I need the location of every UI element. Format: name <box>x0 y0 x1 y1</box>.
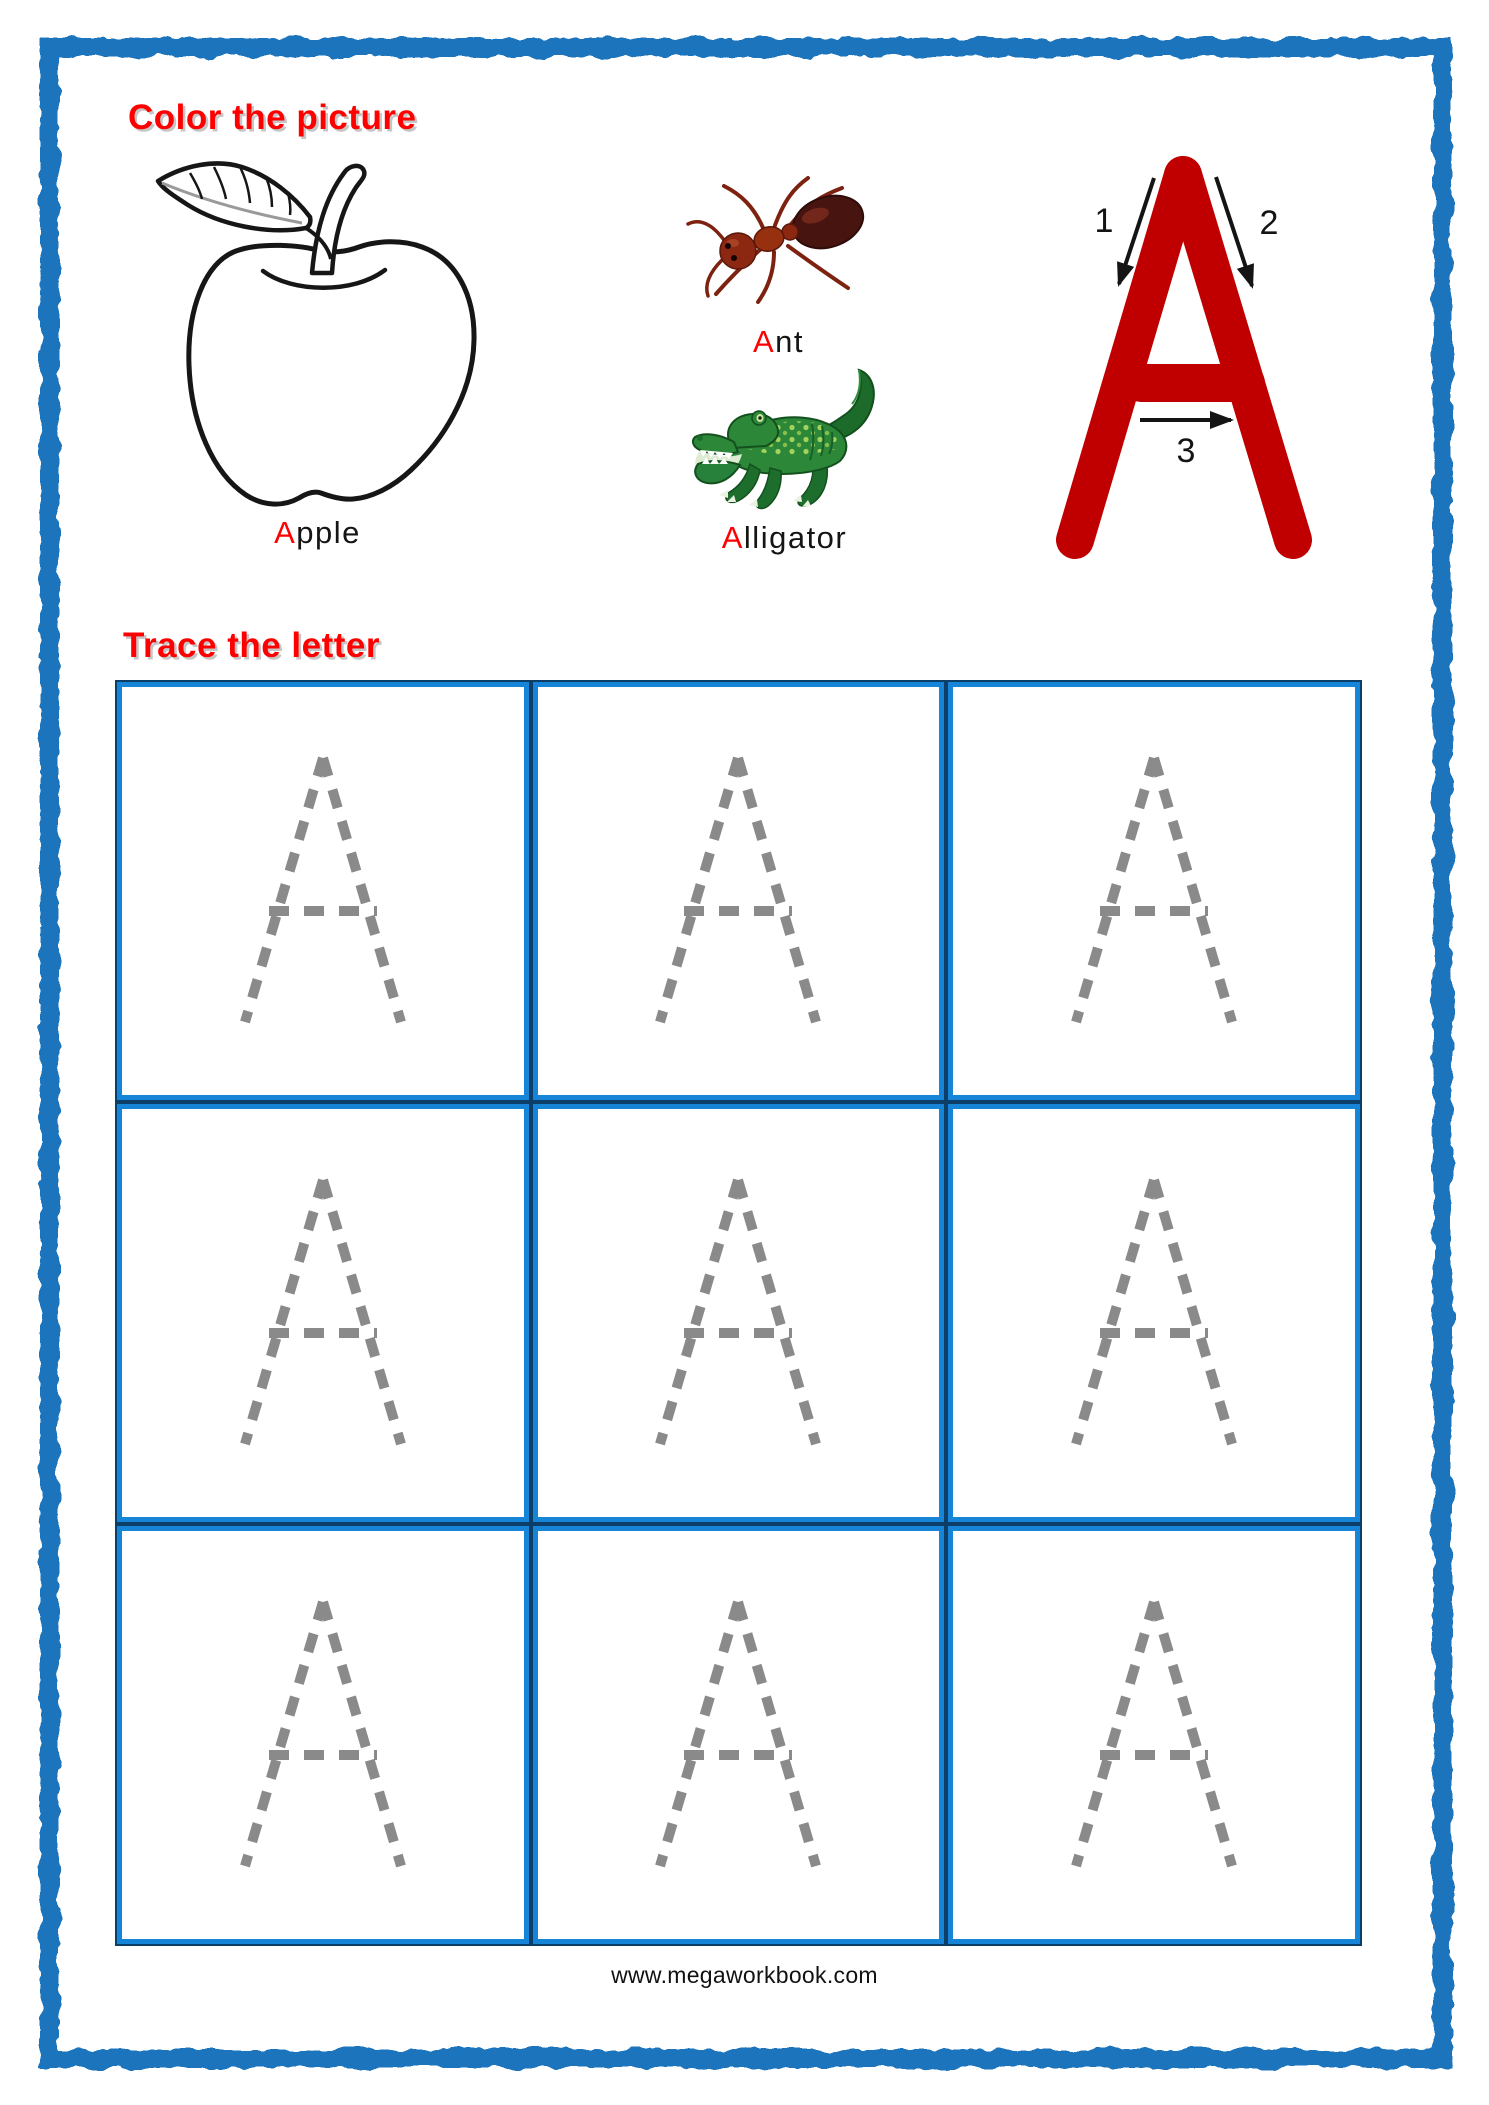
tracing-grid <box>115 680 1362 1946</box>
alligator-label-initial: A <box>721 520 744 555</box>
alligator-label <box>662 520 907 556</box>
apple-line-art-icon <box>150 155 485 513</box>
dashed-letter-a <box>628 740 848 1040</box>
trace-cell <box>115 680 531 1102</box>
trace-letter-heading: Trace the letter <box>123 626 380 665</box>
stroke-number-3: 3 <box>1176 432 1196 470</box>
apple-figure <box>150 155 485 551</box>
dashed-letter-a <box>628 1584 848 1884</box>
letter-formation-guide <box>1040 150 1340 560</box>
ant-label-rest: nt <box>775 324 805 359</box>
dashed-letter-a <box>213 1162 433 1462</box>
stroke-number-2: 2 <box>1259 204 1279 242</box>
trace-cell <box>946 680 1362 1102</box>
website-footer: www.megaworkbook.com <box>611 1962 878 1988</box>
color-picture-heading: Color the picture <box>128 98 417 137</box>
trace-cell <box>531 680 947 1102</box>
alligator-illustration-icon <box>662 352 907 510</box>
alligator-figure <box>662 352 907 556</box>
ant-illustration-icon <box>676 140 881 320</box>
trace-cell <box>115 1524 531 1946</box>
trace-cell <box>531 1102 947 1524</box>
dashed-letter-a <box>213 740 433 1040</box>
dashed-letter-a <box>1044 1162 1264 1462</box>
trace-cell <box>531 1524 947 1946</box>
alligator-label-rest: lligator <box>743 520 848 555</box>
apple-label-rest: pple <box>296 515 361 550</box>
trace-cell <box>115 1102 531 1524</box>
dashed-letter-a <box>628 1162 848 1462</box>
trace-cell <box>946 1102 1362 1524</box>
trace-cell <box>946 1524 1362 1946</box>
apple-label <box>150 515 485 551</box>
dashed-letter-a <box>213 1584 433 1884</box>
apple-label-initial: A <box>274 515 297 550</box>
stroke-number-1: 1 <box>1094 202 1114 240</box>
ant-label-initial: A <box>752 324 776 359</box>
dashed-letter-a <box>1044 1584 1264 1884</box>
dashed-letter-a <box>1044 740 1264 1040</box>
ant-figure <box>676 140 881 360</box>
